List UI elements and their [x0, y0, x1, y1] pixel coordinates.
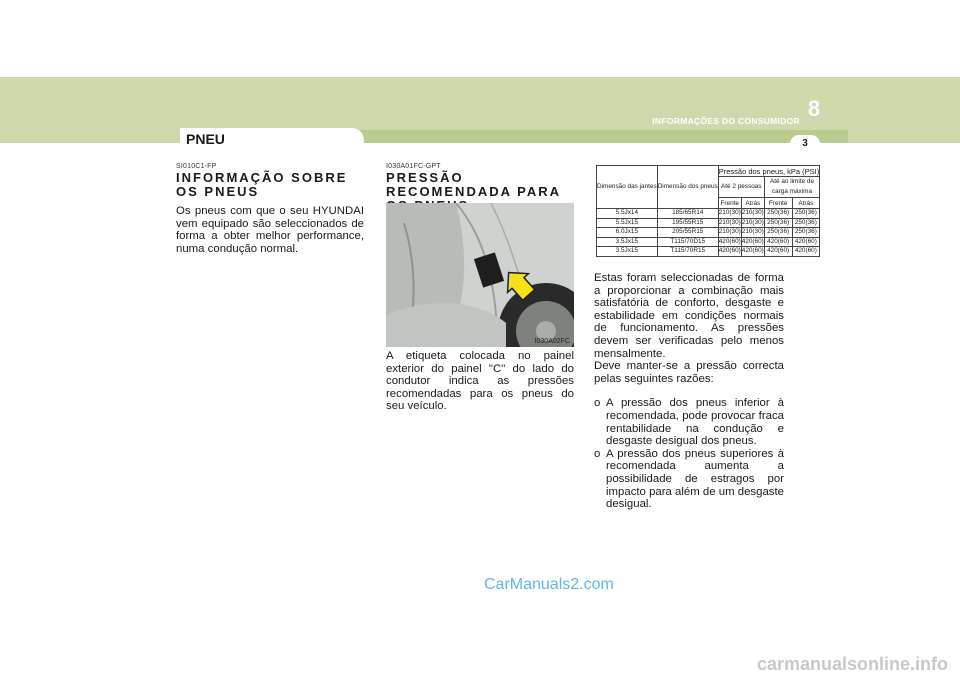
rear-header: Atrás [792, 198, 820, 209]
table-cell: 420(60) [741, 247, 764, 254]
table-cell: 3.5Jx15 [597, 237, 658, 247]
two-persons-header: Até 2 pessoas [718, 177, 764, 198]
table-cell: 250(36) [792, 228, 820, 238]
front-header: Frente [764, 198, 792, 209]
tire-size-header: Dimensão dos pneus [657, 166, 718, 209]
table-cell: T115/70R15 [657, 247, 718, 257]
table-cell: 210(30) [741, 218, 764, 226]
bullet-marker: o [594, 397, 601, 410]
paragraph: Estas foram seleccionadas de forma a proporcionar a combinação mais satisfatória de conforto, desgaste e estabilidade em condições normais de funcionamento. As pressões devem ser verificadas pelo menos mensalmente. [594, 272, 784, 360]
door-pillar-photo [386, 203, 574, 347]
table-row [597, 228, 820, 238]
list-item [594, 448, 784, 511]
table-cell: 210(30) [718, 218, 741, 226]
paragraph: Deve manter-se a pressão correcta pelas seguintes razões: [594, 360, 784, 385]
table-cell: 250(36) [764, 228, 792, 238]
section-code: I030A01FC-GPT [386, 163, 441, 170]
tire-pressure-table [596, 165, 820, 257]
table-cell: 250(36) [764, 218, 792, 228]
section-tab-label: PNEU [186, 131, 225, 147]
table-row [597, 247, 820, 257]
rear-header: Atrás [741, 198, 764, 209]
section-title: PRESSÃO RECOMENDADA PARA [386, 170, 561, 199]
table-cell: 3.5Jx15 [597, 247, 658, 257]
table-row [597, 218, 820, 228]
pressure-header: Pressão dos pneus, kPa (PSI) [718, 166, 820, 176]
table-cell: 210(30) [718, 228, 741, 235]
table-cell: 5.5Jx15 [597, 218, 658, 228]
table-cell: 420(60) [764, 247, 792, 257]
page-number: 3 [790, 135, 820, 153]
car-door-illustration [386, 203, 574, 347]
watermark-carmanualsonline[interactable]: carmanualsonline.info [756, 654, 948, 674]
table-cell: 420(60) [792, 247, 820, 257]
table-cell: 210(30) [741, 228, 764, 235]
section-code: SI010C1-FP [176, 163, 217, 170]
table-cell: T115/70D15 [657, 237, 718, 247]
table-cell: 6.0Jx15 [597, 228, 658, 238]
chapter-title: INFORMAÇÕES DO CONSUMIDOR [652, 116, 800, 126]
table-cell: 195/55R15 [657, 218, 718, 228]
table-cell: 420(60) [718, 247, 741, 254]
table-cell: 420(60) [718, 237, 741, 245]
table-cell: 250(36) [792, 209, 820, 219]
table-row [597, 209, 820, 219]
table-cell: 5.5Jx14 [597, 209, 658, 219]
max-load-header: Até ao limite de carga máxima [764, 177, 819, 198]
section-body: A etiqueta colocada no painel exterior do painel "C" do lado do condutor indica as pressões recomendadas para os pneus do seu veículo. [386, 350, 574, 413]
rim-size-header: Dimensão das jantes [597, 166, 658, 209]
table-row [597, 237, 820, 247]
table-cell: 250(36) [792, 218, 820, 228]
table-cell: 420(60) [764, 237, 792, 247]
section-body: Os pneus com que o seu HYUNDAI vem equipado são seleccionados de forma a obter melhor performance, numa condução normal. [176, 205, 364, 255]
table-cell: 210(30) [741, 209, 764, 216]
tire-info-section [176, 163, 364, 255]
table-cell: 250(36) [764, 209, 792, 219]
bullet-marker: o [594, 447, 601, 460]
photo-code: I030A02FC [534, 338, 570, 345]
list-item-text: A pressão dos pneus inferior à recomendada, pode provocar fraca rentabilidade na condução e desgaste desigual dos pneus. [606, 397, 784, 448]
list-item-text: A pressão dos pneus superiores à recomendada aumenta a possibilidade de estragos por impacto para além de um desgaste desigual. [606, 447, 784, 511]
chapter-number: 8 [807, 96, 821, 121]
pressure-explanation [594, 272, 784, 511]
section-title: INFORMAÇÃO SOBRE OS PNEUS [176, 170, 348, 199]
table-cell: 185/65R14 [657, 209, 718, 219]
front-header: Frente [718, 198, 741, 209]
table-cell: 205/55R15 [657, 228, 718, 238]
table-cell: 420(60) [741, 237, 764, 245]
table-cell: 210(30) [718, 209, 741, 216]
table-cell: 420(60) [792, 237, 820, 247]
list-item [594, 397, 784, 447]
watermark-carmanuals2[interactable]: CarManuals2.com [484, 576, 614, 593]
section-tab [180, 128, 364, 152]
